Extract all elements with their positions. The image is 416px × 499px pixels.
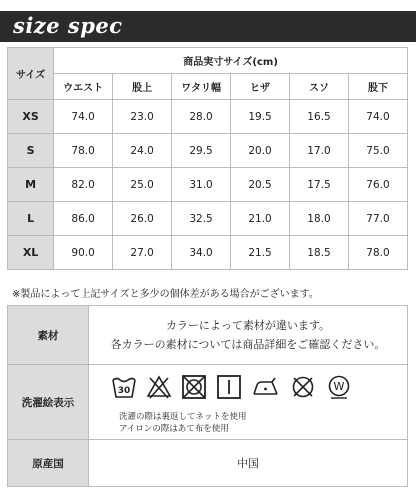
care-line-1: 洗濯の際は裏返してネットを使用 <box>119 412 247 422</box>
measurement-group-header: 商品実寸サイズ(cm) <box>54 48 408 74</box>
iron-low-icon <box>251 374 281 400</box>
origin-row <box>8 440 408 487</box>
size-label: XL <box>8 236 54 270</box>
wash-30-icon <box>111 374 137 400</box>
care-content <box>89 365 407 439</box>
table-cell: 17.0 <box>290 134 349 168</box>
table-cell: 82.0 <box>54 168 113 202</box>
table-cell: 78.0 <box>54 134 113 168</box>
table-cell: 29.5 <box>172 134 231 168</box>
table-cell: 75.0 <box>348 134 407 168</box>
material-row <box>8 306 408 365</box>
origin-label: 原産国 <box>8 440 89 487</box>
table-cell: 25.0 <box>113 168 172 202</box>
size-variance-note: ※製品によって上記サイズと多少の個体差がある場合がございます。 <box>12 289 319 300</box>
table-row <box>8 100 408 134</box>
table-cell: 32.5 <box>172 202 231 236</box>
table-header-row <box>8 48 408 74</box>
col-header-hem: スソ <box>290 74 349 100</box>
table-cell: 18.5 <box>290 236 349 270</box>
material-line-2: 各カラーの素材については商品詳細をご確認ください。 <box>110 338 386 351</box>
table-cell: 24.0 <box>113 134 172 168</box>
table-cell: 74.0 <box>348 100 407 134</box>
care-line-2: アイロンの際はあて布を使用 <box>119 424 229 434</box>
table-cell: 20.5 <box>231 168 290 202</box>
material-line-1: カラーによって素材が違います。 <box>165 319 331 332</box>
col-header-rise: 股上 <box>113 74 172 100</box>
size-label: M <box>8 168 54 202</box>
table-row <box>8 168 408 202</box>
wet-clean-letter: W <box>333 380 345 393</box>
origin-value: 中国 <box>89 440 408 487</box>
material-value <box>89 306 408 365</box>
table-row <box>8 134 408 168</box>
table-row <box>8 236 408 270</box>
care-row <box>8 365 408 440</box>
care-value <box>89 365 408 440</box>
size-label: XS <box>8 100 54 134</box>
table-cell: 18.0 <box>290 202 349 236</box>
no-tumble-dry-icon <box>181 374 207 400</box>
col-header-waist: ウエスト <box>54 74 113 100</box>
table-cell: 78.0 <box>348 236 407 270</box>
table-cell: 21.0 <box>231 202 290 236</box>
wash-temp-label: 30 <box>117 386 131 396</box>
wet-clean-icon <box>326 374 352 400</box>
table-cell: 77.0 <box>348 202 407 236</box>
table-cell: 90.0 <box>54 236 113 270</box>
table-cell: 21.5 <box>231 236 290 270</box>
column-header-row <box>8 74 408 100</box>
care-label: 洗濯絵表示 <box>8 365 89 440</box>
line-dry-icon <box>216 374 242 400</box>
table-cell: 31.0 <box>172 168 231 202</box>
care-icons <box>111 374 356 400</box>
size-spec-banner <box>0 11 416 42</box>
size-label: S <box>8 134 54 168</box>
table-cell: 16.5 <box>290 100 349 134</box>
col-header-knee: ヒザ <box>231 74 290 100</box>
table-cell: 74.0 <box>54 100 113 134</box>
table-cell: 23.0 <box>113 100 172 134</box>
no-bleach-icon <box>146 374 172 400</box>
material-label: 素材 <box>8 306 89 365</box>
table-cell: 28.0 <box>172 100 231 134</box>
table-cell: 34.0 <box>172 236 231 270</box>
col-header-inseam: 股下 <box>348 74 407 100</box>
banner-title: size spec <box>13 13 123 38</box>
table-row <box>8 202 408 236</box>
table-cell: 20.0 <box>231 134 290 168</box>
table-cell: 19.5 <box>231 100 290 134</box>
col-header-thigh: ワタリ幅 <box>172 74 231 100</box>
table-cell: 27.0 <box>113 236 172 270</box>
no-dry-clean-icon <box>290 374 316 400</box>
table-cell: 76.0 <box>348 168 407 202</box>
table-cell: 17.5 <box>290 168 349 202</box>
size-label: L <box>8 202 54 236</box>
care-instructions <box>119 411 247 435</box>
size-spec-table <box>7 47 408 270</box>
table-cell: 86.0 <box>54 202 113 236</box>
product-info-table <box>7 305 408 487</box>
table-cell: 26.0 <box>113 202 172 236</box>
size-column-header: サイズ <box>8 48 54 100</box>
